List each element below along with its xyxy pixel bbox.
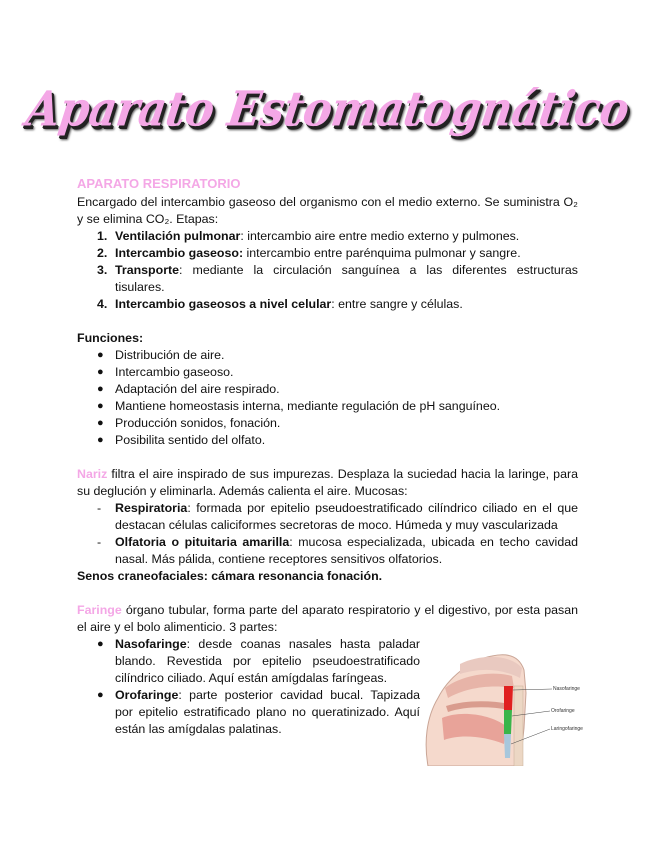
list-item: 4. Intercambio gaseosos a nivel celular: entre sangre y células. bbox=[97, 297, 463, 311]
section-heading-respiratorio: APARATO RESPIRATORIO bbox=[77, 176, 241, 191]
funciones-list bbox=[97, 347, 578, 449]
list-item: ● Mantiene homeostasis interna, mediante regulación de pH sanguíneo. bbox=[97, 399, 501, 413]
list-item: 2. Intercambio gaseoso: intercambio entre parénquima pulmonar y sangre. bbox=[97, 246, 521, 260]
list-item: ● Adaptación del aire respirado. bbox=[97, 382, 280, 396]
faringe-parts-list bbox=[97, 636, 420, 738]
senos-line: Senos craneofaciales: cámara resonancia fonación. bbox=[77, 569, 383, 583]
list-item: 3. Transporte: mediante la circulación sanguínea a las diferentes estructuras tisulares. bbox=[97, 263, 578, 294]
faringe-paragraph: Faringe órgano tubular, forma parte del aparato respiratorio y el digestivo, por esta pasan el aire y el bolo alimenticio. 3 partes: bbox=[77, 603, 578, 634]
funciones-label: Funciones: bbox=[77, 331, 144, 345]
faringe-heading: Faringe bbox=[77, 603, 122, 617]
pharynx-anatomy-drawing bbox=[420, 648, 605, 766]
list-item: ● Orofaringe: parte posterior cavidad bucal. Tapizada por epitelio estratificado plano no queratinizado. Aquí están las amígdalas palatinas. bbox=[97, 688, 420, 736]
list-item: ● Distribución de aire. bbox=[97, 348, 225, 362]
list-item: ● Nasofaringe: desde coanas nasales hasta paladar blando. Revestida por epitelio pseudoestratificado cilíndrico ciliado. Aquí están amígdalas faríngeas. bbox=[97, 637, 420, 685]
pharynx-anatomy-illustration bbox=[420, 648, 605, 766]
figure-label-laringofaringe: Laringofaringe bbox=[551, 726, 583, 732]
figure-label-nasofaringe: Nasofaringe bbox=[553, 686, 580, 692]
list-item: - Olfatoria o pituitaria amarilla: mucosa especializada, ubicada en techo cavidad nasal. Más pálida, contiene receptores sensitivos olfatorios. bbox=[97, 535, 578, 566]
nariz-paragraph: Nariz filtra el aire inspirado de sus impurezas. Desplaza la suciedad hacia la laringe, para su deglución y eliminarla. Además calienta el aire. Mucosas: bbox=[77, 467, 578, 498]
nariz-heading: Nariz bbox=[77, 467, 108, 481]
etapas-list bbox=[97, 228, 578, 313]
list-item: ● Posibilita sentido del olfato. bbox=[97, 433, 266, 447]
mucosas-list bbox=[97, 500, 578, 568]
list-item: ● Intercambio gaseoso. bbox=[97, 365, 234, 379]
page-title: Aparato Estomatognático bbox=[22, 82, 633, 138]
list-item: ● Producción sonidos, fonación. bbox=[97, 416, 281, 430]
list-item: 1. Ventilación pulmonar: intercambio aire entre medio externo y pulmones. bbox=[97, 229, 520, 243]
respiratorio-intro: Encargado del intercambio gaseoso del organismo con el medio externo. Se suministra O₂ y se elimina CO₂. Etapas: bbox=[77, 195, 578, 226]
figure-label-orofaringe: Orofaringe bbox=[551, 708, 575, 714]
list-item: - Respiratoria: formada por epitelio pseudoestratificado cilíndrico ciliado en el que destacan células caliciformes secretoras de moco. Húmeda y muy vascularizada bbox=[97, 501, 578, 532]
